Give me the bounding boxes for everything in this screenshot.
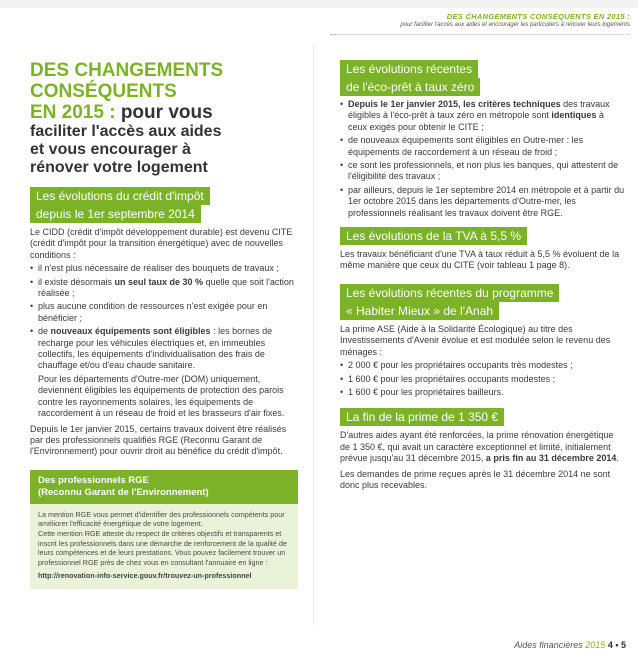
eco-pret-bullet-1-text-b: à ceux exigés pour obtenir le CITE ; — [348, 110, 604, 132]
credit-section-heading-1: Les évolutions du crédit d'impôt — [30, 187, 210, 205]
eco-pret-list — [340, 99, 625, 219]
credit-bullet-4-text-b: : les bornes de recharge pour les véhicules électriques et, en immeubles collectifs, les équipements d'individualisation des frais de chauffage et/ou d'eau chaude sanitaire. — [38, 326, 273, 371]
rge-heading-2: (Reconnu Garant de l'Environnement) — [38, 486, 209, 498]
credit-bullet-2-text-b: quelle que soit l'action réalisée ; — [38, 276, 294, 299]
page-title — [30, 60, 298, 123]
rge-link[interactable]: http://renovation-info-service.gouv.fr/trouvez-un-professionnel — [38, 571, 252, 581]
subtitle-line-1: faciliter l'accès aux aides — [30, 123, 222, 140]
title-line-1: DES CHANGEMENTS — [30, 60, 224, 81]
anah-intro: La prime ASE (Aide à la Solidarité Écologique) au titre des Investissements d'Avenir évolue et est modulée selon le revenu des ménages : — [340, 323, 611, 357]
credit-section-heading-2: depuis le 1er septembre 2014 — [30, 205, 201, 223]
credit-list — [30, 263, 298, 419]
eco-pret-bullet-3: • ce sont les professionnels, et non plus les banques, qui attestent de l'éligibilité des travaux ; — [340, 160, 625, 183]
credit-bullet-1: • il n'est plus nécessaire de réaliser des bouquets de travaux ; — [30, 263, 298, 274]
credit-closing: Depuis le 1er janvier 2015, certains travaux doivent être réalisés par des professionnels qualifiés RGE (Reconnu Garant de l'Environnement) pour ouvrir droit au bénéfice du crédit d'impôt. — [30, 423, 287, 457]
top-band — [0, 0, 638, 8]
anah-heading-2: « Habiter Mieux » de l'Anah — [340, 302, 499, 320]
tva-heading: Les évolutions de la TVA à 5,5 % — [340, 227, 527, 245]
anah-bullet-1: • 2 000 € pour les propriétaires occupants très modestes ; — [340, 360, 625, 371]
rge-paragraph-2: Cette mention RGE atteste du respect de critères objectifs et transparents et inscrit les professionnels dans une démarche de renforcement de la qualité de leurs compétences et de leurs prestations. Vous pouvez facilement trouver un professionnel RGE près de chez vous en consultant l'annuaire en ligne : — [38, 528, 287, 567]
subtitle-line-2: et vous encourager à — [30, 141, 191, 158]
credit-bullet-3: • plus aucune condition de ressources n'est exigée pour en bénéficier ; — [30, 301, 298, 324]
prime-paragraph-1-text-b: . — [616, 453, 619, 464]
credit-intro: Le CIDD (crédit d'impôt développement durable) est devenu CITE (crédit d'impôt pour la transition énergétique) avec de nouvelles conditions : — [30, 227, 293, 260]
anah-bullet-3: • 1 600 € pour les propriétaires bailleurs. — [340, 387, 625, 398]
eco-pret-bullet-4: • par ailleurs, depuis le 1er septembre 2014 en métropole et à partir du 1er octobre 2015 dans les départements d'Outre-mer, les professionnels réalisant les travaux doivent être RGE. — [340, 185, 625, 219]
prime-heading: La fin de la prime de 1 350 € — [340, 408, 504, 426]
anah-heading-1: Les évolutions récentes du programme — [340, 284, 559, 302]
left-column — [30, 60, 298, 589]
rge-heading — [30, 470, 298, 504]
title-line-3 — [30, 102, 298, 123]
anah-bullet-2: • 1 600 € pour les propriétaires occupants modestes ; — [340, 374, 625, 385]
title-line-2: CONSÉQUENTS — [30, 81, 177, 102]
eco-pret-bullet-1-bold: Depuis le 1er janvier 2015, les critères techniques — [348, 99, 561, 109]
anah-list — [340, 360, 625, 398]
title-year: EN 2015 : — [30, 102, 116, 123]
rge-paragraph-1: La mention RGE vous permet d'identifier des professionnels compétents pour améliorer l'efficacité énergétique de votre logement. — [38, 509, 285, 529]
credit-bullet-4-text-a: de — [38, 326, 51, 337]
credit-bullet-2-text-a: il existe désormais — [38, 276, 115, 287]
page-subtitle — [30, 123, 298, 177]
credit-bullet-4 — [30, 326, 298, 372]
prime-paragraph-1 — [340, 430, 625, 464]
eco-pret-bullet-1 — [340, 99, 625, 133]
rge-body — [30, 504, 298, 581]
credit-bullet-4-bold: nouveaux équipements sont éligibles — [50, 326, 211, 337]
eco-pret-bullet-1-bold-2: identiques — [551, 110, 597, 121]
eco-pret-bullet-1-text-a: des travaux éligibles à l'éco-prêt à taux zéro en métropole sont — [348, 99, 610, 121]
rge-heading-1: Des professionnels RGE — [38, 474, 149, 486]
subtitle-line-3: rénover votre logement — [30, 159, 208, 176]
footer-year: 2015 — [585, 640, 606, 650]
right-column — [340, 60, 625, 491]
footer-page-numbers: 4 • 5 — [607, 640, 626, 650]
prime-paragraph-1-text-a: D'autres aides ayant été renforcées, la prime rénovation énergétique de 1 350 €, qui avait un caractère exceptionnel et limité, initialement prévue jusqu'au 31 décembre 2015, — [340, 430, 614, 464]
footer-brand: Aides financières — [514, 640, 583, 650]
eco-pret-bullet-2: • de nouveaux équipements sont éligibles en Outre-mer : les équipements de raccordement à un réseau de froid ; — [340, 135, 625, 158]
credit-bullet-2 — [30, 277, 298, 300]
credit-bullet-2-bold: un seul taux de 30 % — [114, 276, 204, 287]
column-separator — [313, 45, 314, 625]
running-head — [400, 12, 630, 28]
eco-pret-heading-1: Les évolutions récentes — [340, 60, 478, 78]
prime-paragraph-2: Les demandes de prime reçues après le 31 décembre 2014 ne sont donc plus recevables. — [340, 468, 611, 490]
eco-pret-heading-2: de l'éco-prêt à taux zéro — [340, 78, 480, 96]
running-head-title: DES CHANGEMENTS CONSÉQUENTS EN 2015 : — [446, 12, 630, 21]
running-head-subtitle: pour faciliter l'accès aux aides et encourager les particuliers à rénover leurs logements — [400, 22, 630, 28]
tva-text: Les travaux bénéficiant d'une TVA à taux réduit à 5,5 % évoluent de la même manière que ceux du CITE (voir tableau 1 page 8). — [340, 249, 620, 271]
title-for-you: pour vous — [115, 102, 213, 123]
page-footer — [514, 640, 626, 650]
credit-bullet-4-dom: Pour les départements d'Outre-mer (DOM) uniquement, deviennent éligibles les équipements de protection des parois contre les rayonnements solaires, les équipements de raccordement à un réseau de froid et les brasseurs d'air fixes. — [38, 373, 285, 419]
rge-box — [30, 470, 298, 589]
running-head-rule — [330, 34, 630, 35]
prime-paragraph-1-bold: a pris fin au 31 décembre 2014 — [485, 453, 617, 464]
